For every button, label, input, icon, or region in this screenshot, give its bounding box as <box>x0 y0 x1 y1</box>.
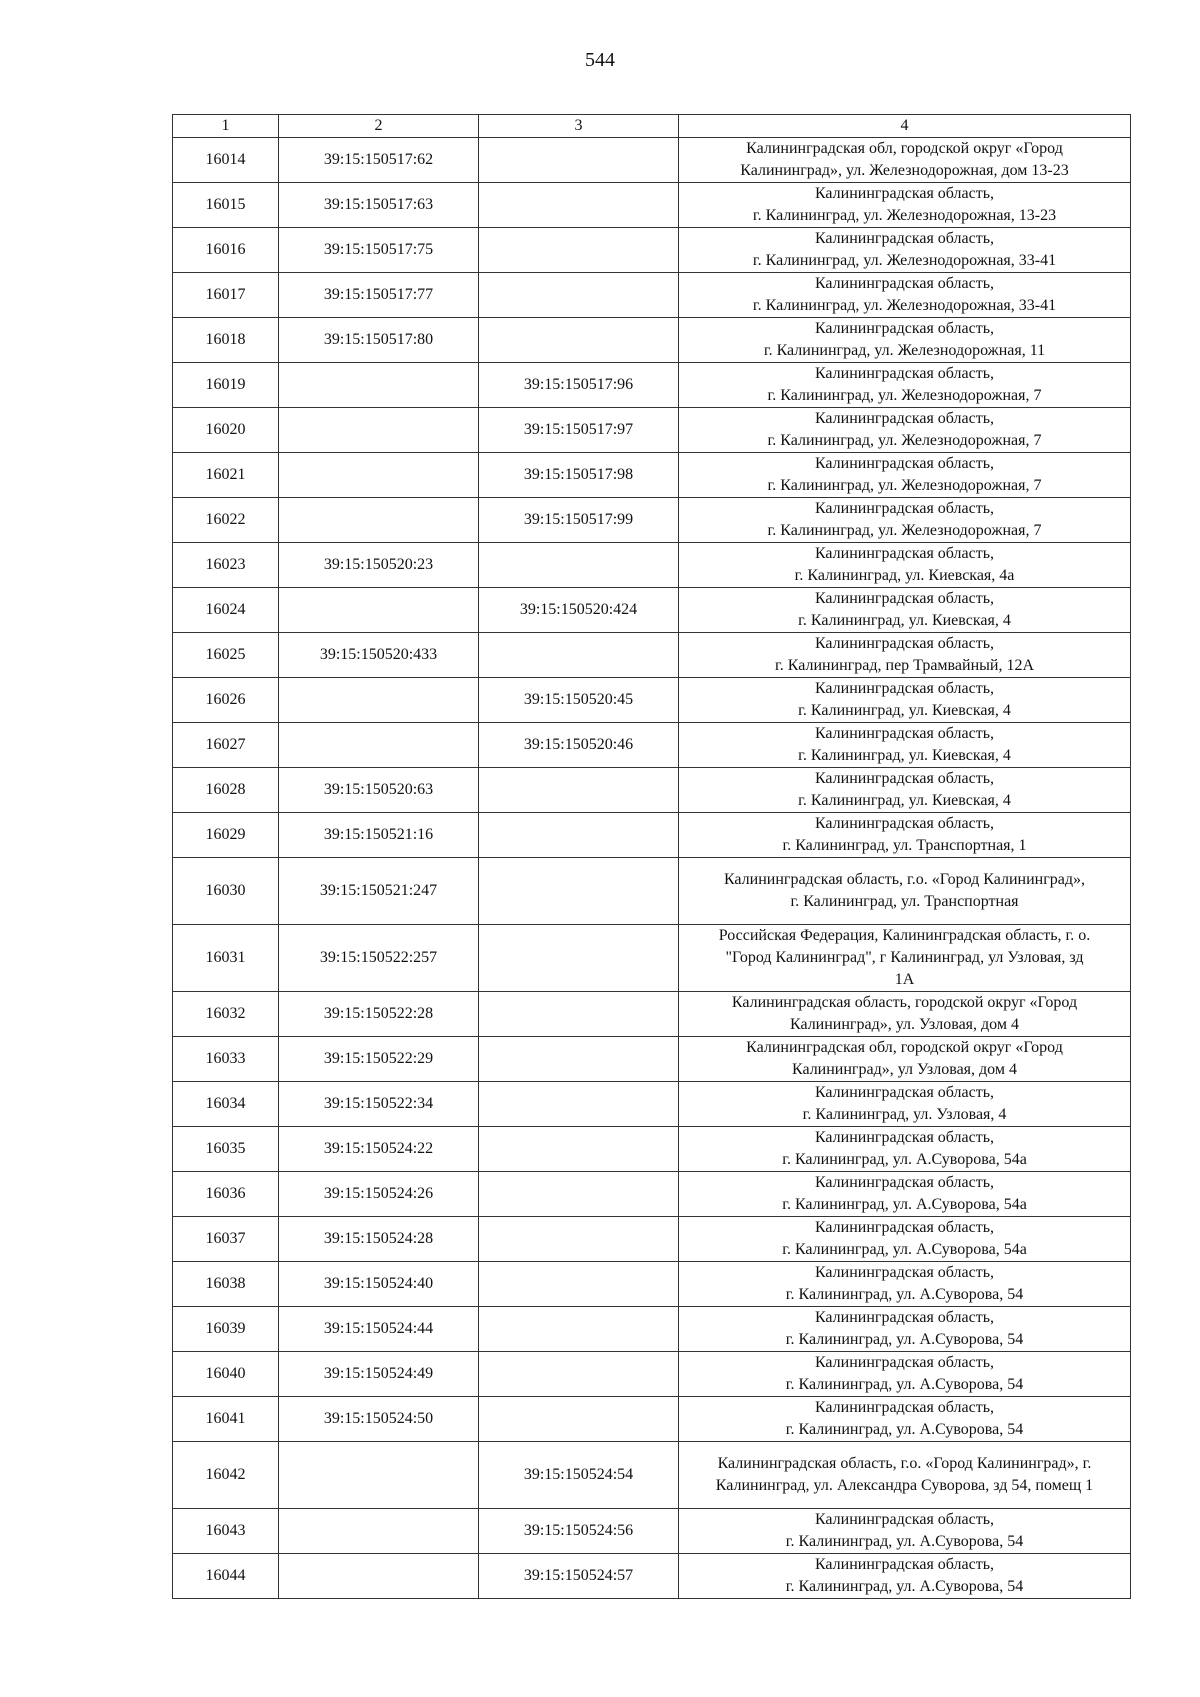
address-line: Калининградская область, <box>814 1556 995 1573</box>
address-cell <box>679 588 1131 633</box>
row-number-cell: 16039 <box>173 1307 279 1352</box>
cadastral-number-cell <box>279 498 479 543</box>
address-line: Калининградская область, <box>814 1354 995 1371</box>
cadastral-number-cell: 39:15:150520:23 <box>279 543 479 588</box>
cadastral-number-alt-cell <box>479 925 679 992</box>
table-row <box>173 228 1131 273</box>
address-line: Калининградская область, <box>814 230 995 247</box>
table-row <box>173 1442 1131 1509</box>
cadastral-number-cell <box>279 723 479 768</box>
address-line: г. Калининград, ул. А.Суворова, 54 <box>785 1286 1024 1303</box>
address-cell <box>679 1082 1131 1127</box>
address-line: г. Калининград, пер Трамвайный, 12А <box>775 657 1034 674</box>
row-number-cell: 16019 <box>173 363 279 408</box>
cadastral-number-alt-cell: 39:15:150520:45 <box>479 678 679 723</box>
table-row <box>173 858 1131 925</box>
cadastral-number-cell: 39:15:150521:16 <box>279 813 479 858</box>
column-header-2: 2 <box>279 115 479 138</box>
table-row <box>173 1509 1131 1554</box>
address-cell <box>679 1262 1131 1307</box>
table-row <box>173 1307 1131 1352</box>
address-cell <box>679 678 1131 723</box>
row-number-cell: 16028 <box>173 768 279 813</box>
address-line: г. Калининград, ул. А.Суворова, 54а <box>782 1196 1027 1213</box>
address-line: г. Калининград, ул. Киевская, 4а <box>794 567 1015 584</box>
cadastral-number-alt-cell: 39:15:150524:57 <box>479 1554 679 1599</box>
address-cell <box>679 183 1131 228</box>
cadastral-number-cell <box>279 1554 479 1599</box>
table-row <box>173 453 1131 498</box>
address-cell <box>679 498 1131 543</box>
cadastral-number-cell: 39:15:150524:28 <box>279 1217 479 1262</box>
address-cell <box>679 363 1131 408</box>
address-line: Калининградская область, <box>814 1129 995 1146</box>
address-line: Калининградская область, <box>814 1264 995 1281</box>
row-number-cell: 16031 <box>173 925 279 992</box>
address-cell <box>679 1217 1131 1262</box>
address-line: Калининградская область, <box>814 1399 995 1416</box>
address-line: г. Калининград, ул. Транспортная, 1 <box>782 837 1027 854</box>
cadastral-number-cell: 39:15:150524:26 <box>279 1172 479 1217</box>
table-row <box>173 588 1131 633</box>
address-line: г. Калининград, ул. А.Суворова, 54 <box>785 1376 1024 1393</box>
address-line: Калининградская область, <box>814 725 995 742</box>
row-number-cell: 16018 <box>173 318 279 363</box>
row-number-cell: 16014 <box>173 138 279 183</box>
row-number-cell: 16032 <box>173 992 279 1037</box>
address-line: Калининградская область, <box>814 185 995 202</box>
row-number-cell: 16036 <box>173 1172 279 1217</box>
cadastral-number-cell: 39:15:150522:257 <box>279 925 479 992</box>
cadastral-number-alt-cell: 39:15:150517:97 <box>479 408 679 453</box>
table-row <box>173 1397 1131 1442</box>
address-line: г. Калининград, ул. Киевская, 4 <box>798 747 1011 764</box>
address-cell <box>679 1509 1131 1554</box>
cadastral-number-cell <box>279 1442 479 1509</box>
address-line: Калининградская область, г.о. «Город Калининград», г. <box>717 1455 1092 1472</box>
cadastral-number-alt-cell: 39:15:150520:46 <box>479 723 679 768</box>
cadastral-number-alt-cell <box>479 1397 679 1442</box>
table-row <box>173 1352 1131 1397</box>
cadastral-number-alt-cell <box>479 768 679 813</box>
address-cell <box>679 1442 1131 1509</box>
cadastral-number-alt-cell <box>479 543 679 588</box>
address-line: Калининградская область, <box>814 815 995 832</box>
cadastral-number-cell: 39:15:150517:77 <box>279 273 479 318</box>
cadastral-number-cell <box>279 453 479 498</box>
table-row <box>173 1082 1131 1127</box>
cadastral-number-cell: 39:15:150524:50 <box>279 1397 479 1442</box>
address-line: г. Калининград, ул. А.Суворова, 54 <box>785 1533 1024 1550</box>
address-line: г. Калининград, ул. Транспортная <box>790 893 1019 910</box>
table-row <box>173 138 1131 183</box>
cadastral-number-alt-cell <box>479 992 679 1037</box>
cadastral-number-alt-cell <box>479 138 679 183</box>
cadastral-number-cell <box>279 363 479 408</box>
cadastral-number-alt-cell: 39:15:150524:56 <box>479 1509 679 1554</box>
cadastral-number-cell: 39:15:150517:62 <box>279 138 479 183</box>
table-row <box>173 498 1131 543</box>
address-line: Калининградская область, городской округ «Город <box>731 994 1078 1011</box>
table-row <box>173 1172 1131 1217</box>
address-cell <box>679 138 1131 183</box>
row-number-cell: 16041 <box>173 1397 279 1442</box>
row-number-cell: 16023 <box>173 543 279 588</box>
table-row <box>173 363 1131 408</box>
cadastral-number-cell: 39:15:150524:22 <box>279 1127 479 1172</box>
cadastral-number-cell: 39:15:150522:34 <box>279 1082 479 1127</box>
row-number-cell: 16033 <box>173 1037 279 1082</box>
cadastral-number-cell: 39:15:150524:49 <box>279 1352 479 1397</box>
table-row <box>173 543 1131 588</box>
address-line: Калининград», ул. Железнодорожная, дом 13-23 <box>740 162 1069 179</box>
address-line: 1А <box>894 971 915 988</box>
cadastral-number-cell <box>279 408 479 453</box>
address-cell <box>679 1037 1131 1082</box>
row-number-cell: 16022 <box>173 498 279 543</box>
row-number-cell: 16037 <box>173 1217 279 1262</box>
row-number-cell: 16027 <box>173 723 279 768</box>
row-number-cell: 16016 <box>173 228 279 273</box>
page-number: 544 <box>585 49 615 71</box>
table-row <box>173 1554 1131 1599</box>
cadastral-number-alt-cell: 39:15:150524:54 <box>479 1442 679 1509</box>
address-cell <box>679 408 1131 453</box>
cadastral-number-alt-cell <box>479 858 679 925</box>
row-number-cell: 16043 <box>173 1509 279 1554</box>
row-number-cell: 16029 <box>173 813 279 858</box>
address-line: Калининградская обл, городской округ «Город <box>746 1039 1063 1056</box>
address-cell <box>679 858 1131 925</box>
cadastral-number-alt-cell <box>479 1352 679 1397</box>
address-line: Калининградская область, <box>814 365 995 382</box>
row-number-cell: 16021 <box>173 453 279 498</box>
address-cell <box>679 925 1131 992</box>
address-line: Калининградская область, <box>814 1084 995 1101</box>
address-cell <box>679 723 1131 768</box>
address-line: "Город Калининград", г Калининград, ул Узловая, зд <box>725 949 1084 966</box>
address-line: г. Калининград, ул. Железнодорожная, 33-41 <box>752 252 1057 269</box>
cadastral-number-cell <box>279 678 479 723</box>
address-line: г. Калининград, ул. Железнодорожная, 7 <box>767 432 1042 449</box>
row-number-cell: 16030 <box>173 858 279 925</box>
address-line: Калининградская область, <box>814 410 995 427</box>
address-cell <box>679 318 1131 363</box>
address-cell <box>679 1554 1131 1599</box>
cadastral-number-cell: 39:15:150520:63 <box>279 768 479 813</box>
cadastral-number-cell: 39:15:150520:433 <box>279 633 479 678</box>
address-line: Калининградская область, <box>814 1219 995 1236</box>
address-line: г. Калининград, ул. А.Суворова, 54а <box>782 1151 1027 1168</box>
cadastral-number-alt-cell <box>479 1262 679 1307</box>
address-line: г. Калининград, ул. Железнодорожная, 7 <box>767 477 1042 494</box>
column-header-4: 4 <box>679 115 1131 138</box>
table-row <box>173 723 1131 768</box>
address-line: Российская Федерация, Калининградская область, г. о. <box>718 927 1091 944</box>
address-line: Калининградская область, <box>814 770 995 787</box>
table-row <box>173 813 1131 858</box>
address-line: Калининградская область, <box>814 635 995 652</box>
address-cell <box>679 228 1131 273</box>
address-line: г. Калининград, ул. Железнодорожная, 7 <box>767 522 1042 539</box>
row-number-cell: 16035 <box>173 1127 279 1172</box>
address-line: Калининградская область, <box>814 500 995 517</box>
address-line: г. Калининград, ул. Киевская, 4 <box>798 792 1011 809</box>
cadastral-number-cell: 39:15:150522:29 <box>279 1037 479 1082</box>
address-line: Калининградская область, <box>814 680 995 697</box>
table-row <box>173 183 1131 228</box>
cadastral-number-cell: 39:15:150517:63 <box>279 183 479 228</box>
row-number-cell: 16017 <box>173 273 279 318</box>
table-row <box>173 408 1131 453</box>
address-cell <box>679 1397 1131 1442</box>
address-line: г. Калининград, ул. Киевская, 4 <box>798 612 1011 629</box>
row-number-cell: 16020 <box>173 408 279 453</box>
address-line: Калининград», ул Узловая, дом 4 <box>791 1061 1017 1078</box>
address-line: Калининградская область, <box>814 320 995 337</box>
cadastral-number-alt-cell <box>479 813 679 858</box>
table-row <box>173 768 1131 813</box>
address-line: Калининград, ул. Александра Суворова, зд 54, помещ 1 <box>715 1477 1094 1494</box>
cadastral-number-alt-cell: 39:15:150517:98 <box>479 453 679 498</box>
address-line: Калининградская область, г.о. «Город Калининград», <box>723 871 1086 888</box>
cadastral-number-alt-cell <box>479 1172 679 1217</box>
row-number-cell: 16025 <box>173 633 279 678</box>
address-line: Калининградская обл, городской округ «Город <box>746 140 1063 157</box>
address-line: г. Калининград, ул. Железнодорожная, 13-23 <box>752 207 1057 224</box>
cadastral-number-alt-cell <box>479 273 679 318</box>
cadastral-number-alt-cell <box>479 1037 679 1082</box>
row-number-cell: 16044 <box>173 1554 279 1599</box>
cadastral-number-cell: 39:15:150524:40 <box>279 1262 479 1307</box>
address-line: Калининградская область, <box>814 545 995 562</box>
address-cell <box>679 273 1131 318</box>
address-line: Калининградская область, <box>814 455 995 472</box>
cadastral-number-cell <box>279 588 479 633</box>
cadastral-number-alt-cell: 39:15:150517:96 <box>479 363 679 408</box>
row-number-cell: 16034 <box>173 1082 279 1127</box>
address-line: Калининградская область, <box>814 275 995 292</box>
row-number-cell: 16026 <box>173 678 279 723</box>
column-header-1: 1 <box>173 115 279 138</box>
address-line: Калининград», ул. Узловая, дом 4 <box>789 1016 1019 1033</box>
cadastral-number-alt-cell: 39:15:150520:424 <box>479 588 679 633</box>
cadastral-number-cell: 39:15:150522:28 <box>279 992 479 1037</box>
address-line: г. Калининград, ул. А.Суворова, 54 <box>785 1421 1024 1438</box>
table-row <box>173 1217 1131 1262</box>
table-body <box>173 138 1131 1599</box>
address-cell <box>679 633 1131 678</box>
cadastral-number-alt-cell <box>479 183 679 228</box>
cadastral-number-cell: 39:15:150521:247 <box>279 858 479 925</box>
cadastral-number-alt-cell <box>479 318 679 363</box>
row-number-cell: 16015 <box>173 183 279 228</box>
address-cell <box>679 768 1131 813</box>
cadastral-number-alt-cell <box>479 228 679 273</box>
address-line: г. Калининград, ул. Железнодорожная, 11 <box>763 342 1046 359</box>
registry-table <box>172 114 1131 1599</box>
row-number-cell: 16038 <box>173 1262 279 1307</box>
address-cell <box>679 1172 1131 1217</box>
row-number-cell: 16040 <box>173 1352 279 1397</box>
address-line: Калининградская область, <box>814 1174 995 1191</box>
table-row <box>173 925 1131 992</box>
address-cell <box>679 1307 1131 1352</box>
row-number-cell: 16042 <box>173 1442 279 1509</box>
table-row <box>173 633 1131 678</box>
table-row <box>173 318 1131 363</box>
cadastral-number-alt-cell <box>479 1127 679 1172</box>
table-header <box>173 115 1131 138</box>
table-row <box>173 1262 1131 1307</box>
row-number-cell: 16024 <box>173 588 279 633</box>
table-row <box>173 1037 1131 1082</box>
cadastral-number-alt-cell <box>479 633 679 678</box>
table-row <box>173 1127 1131 1172</box>
address-line: г. Калининград, ул. Киевская, 4 <box>798 702 1011 719</box>
address-line: г. Калининград, ул. А.Суворова, 54а <box>782 1241 1027 1258</box>
address-line: г. Калининград, ул. Железнодорожная, 7 <box>767 387 1042 404</box>
address-line: Калининградская область, <box>814 1309 995 1326</box>
address-line: г. Калининград, ул. А.Суворова, 54 <box>785 1331 1024 1348</box>
cadastral-number-cell: 39:15:150517:80 <box>279 318 479 363</box>
cadastral-number-cell <box>279 1509 479 1554</box>
cadastral-number-cell: 39:15:150524:44 <box>279 1307 479 1352</box>
address-line: Калининградская область, <box>814 590 995 607</box>
cadastral-number-alt-cell <box>479 1082 679 1127</box>
cadastral-number-alt-cell <box>479 1217 679 1262</box>
cadastral-number-alt-cell: 39:15:150517:99 <box>479 498 679 543</box>
table-row <box>173 992 1131 1037</box>
cadastral-number-alt-cell <box>479 1307 679 1352</box>
table-row <box>173 678 1131 723</box>
address-cell <box>679 453 1131 498</box>
address-cell <box>679 1352 1131 1397</box>
header-row <box>173 115 1131 138</box>
cadastral-number-cell: 39:15:150517:75 <box>279 228 479 273</box>
address-cell <box>679 1127 1131 1172</box>
address-cell <box>679 992 1131 1037</box>
address-line: г. Калининград, ул. А.Суворова, 54 <box>785 1578 1024 1595</box>
table-row <box>173 273 1131 318</box>
address-line: г. Калининград, ул. Узловая, 4 <box>802 1106 1007 1123</box>
address-line: Калининградская область, <box>814 1511 995 1528</box>
column-header-3: 3 <box>479 115 679 138</box>
address-line: г. Калининград, ул. Железнодорожная, 33-41 <box>752 297 1057 314</box>
address-cell <box>679 543 1131 588</box>
address-cell <box>679 813 1131 858</box>
